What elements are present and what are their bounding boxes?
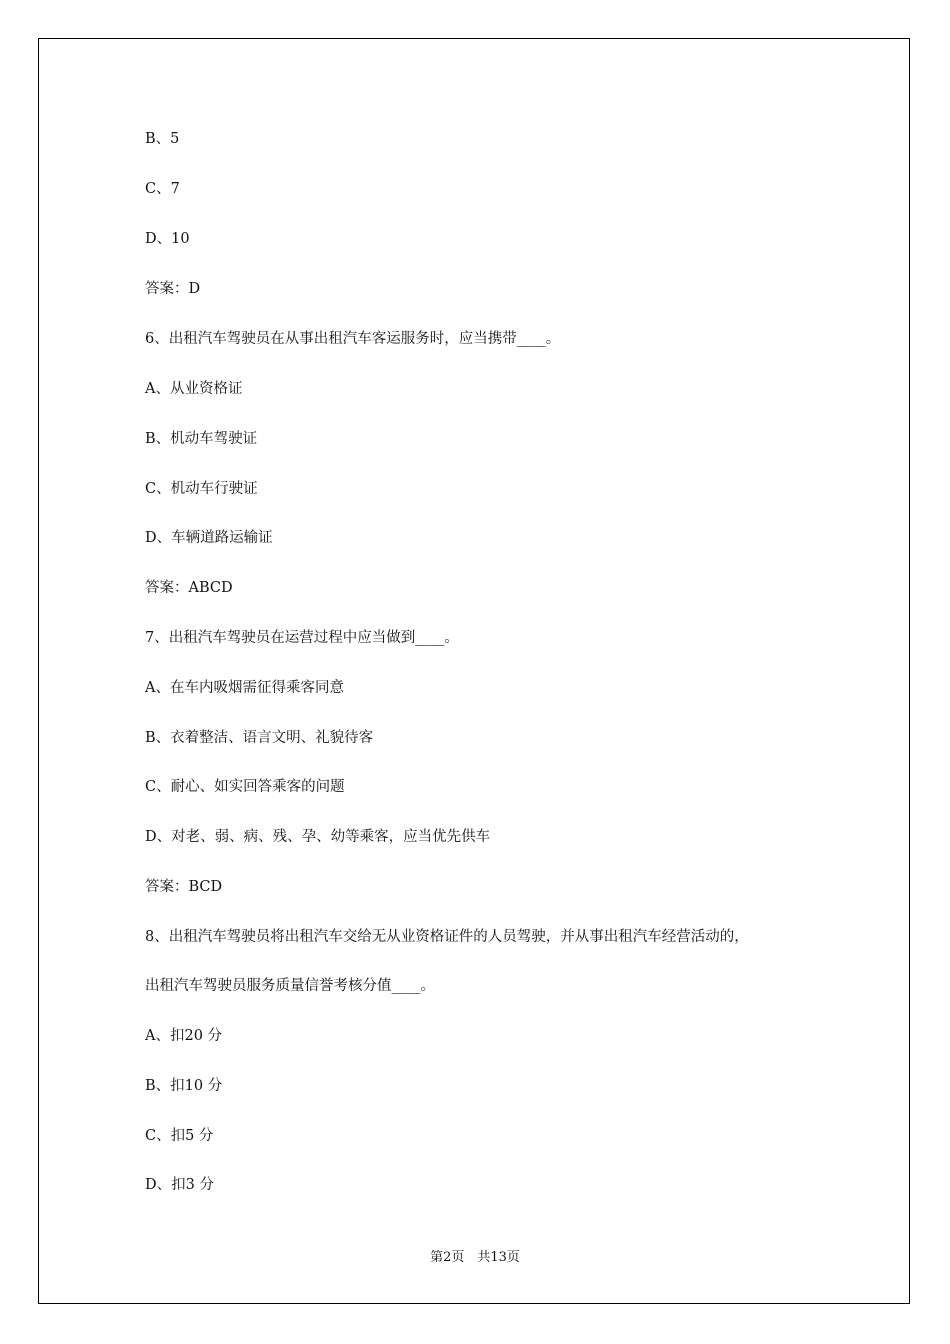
q6-option-a: A、从业资格证: [145, 381, 243, 397]
q6-answer: 答案：ABCD: [145, 580, 233, 596]
q8-option-a: A、扣20 分: [145, 1028, 223, 1044]
q7-option-a: A、在车内吸烟需征得乘客同意: [145, 680, 344, 696]
option-c-prev: C、7: [145, 181, 180, 197]
page-border: [38, 38, 910, 1304]
q6-option-b: B、机动车驾驶证: [145, 431, 258, 447]
q7-answer: 答案：BCD: [145, 879, 223, 895]
q6-option-d: D、车辆道路运输证: [145, 530, 273, 546]
question-8-line-2: 出租汽车驾驶员服务质量信誉考核分值____。: [145, 978, 435, 994]
q7-option-b: B、衣着整洁、语言文明、礼貌待客: [145, 730, 374, 746]
q7-option-d: D、对老、弱、病、残、孕、幼等乘客，应当优先供车: [145, 829, 491, 845]
q8-option-d: D、扣3 分: [145, 1177, 214, 1193]
question-6: 6、出租汽车驾驶员在从事出租汽车客运服务时，应当携带____。: [145, 331, 561, 347]
q8-option-c: C、扣5 分: [145, 1128, 214, 1144]
page-number-footer: 第2页 共13页: [430, 1250, 520, 1265]
question-7: 7、出租汽车驾驶员在运营过程中应当做到____。: [145, 630, 459, 646]
q7-option-c: C、耐心、如实回答乘客的问题: [145, 779, 345, 795]
question-8-line-1: 8、出租汽车驾驶员将出租汽车交给无从业资格证件的人员驾驶，并从事出租汽车经营活动的，: [145, 929, 749, 945]
option-b-prev: B、5: [145, 131, 180, 147]
q6-option-c: C、机动车行驶证: [145, 481, 258, 497]
q8-option-b: B、扣10 分: [145, 1078, 223, 1094]
answer-prev: 答案：D: [145, 281, 201, 297]
option-d-prev: D、10: [145, 231, 190, 247]
